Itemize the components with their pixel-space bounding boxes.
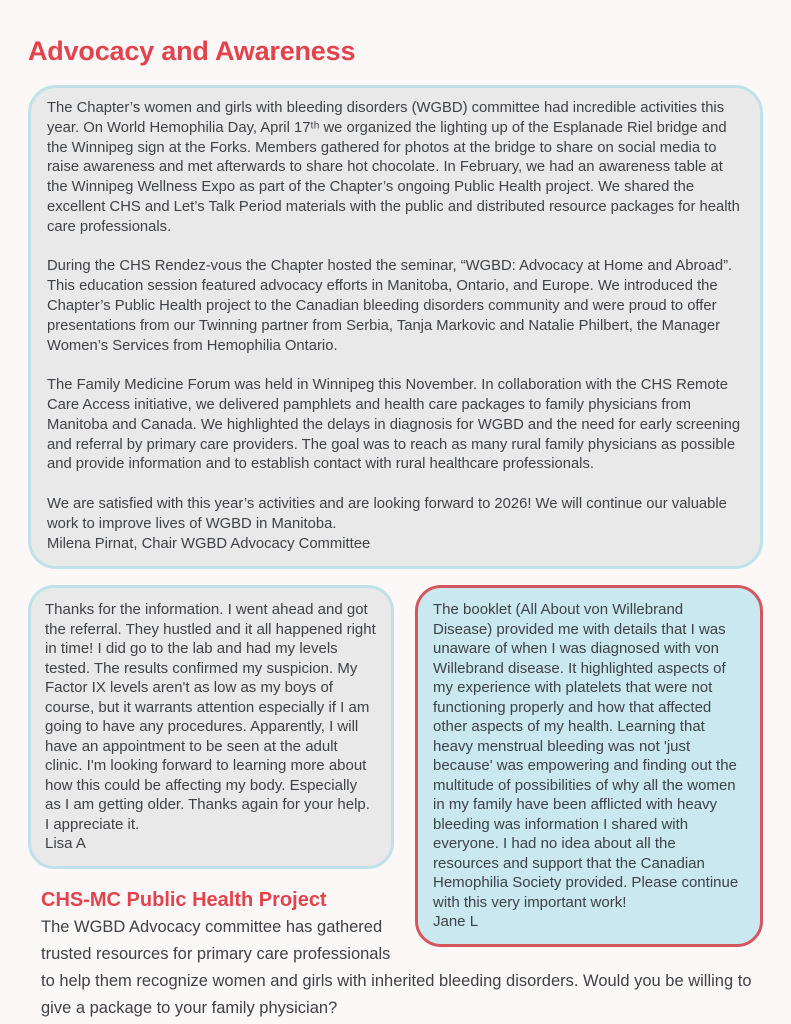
public-health-text: The WGBD Advocacy committee has gathered trusted resources for primary care professionals to help them recognize women and girls with inherited bleeding disorders. Would you be willing to give a package to your family physician? xyxy=(41,917,752,1017)
testimonial-box-jane xyxy=(415,585,763,947)
page-title: Advocacy and Awareness xyxy=(28,36,356,66)
committee-report-box xyxy=(28,85,763,569)
testimonial-text: The booklet (All About von Willebrand Disease) provided me with details that I was unaware of when I was diagnosed with von Willebrand disease. It highlighted aspects of my experience with platelets that were not functioning properly and how that affected other aspects of my health. Learning that heavy menstrual bleeding was not 'just because' was empowering and finding out the multitude of possibilities of why all the women in my family have been afflicted with heavy bleeding was information I shared with everyone. I had no idea about all the resources and support that the Canadian Hemophilia Society provided. Please continue with this very important work! xyxy=(433,601,739,911)
report-paragraph-1: The Chapter’s women and girls with bleeding disorders (WGBD) committee had incredible activities this year. On World Hemophilia Day, April 17ᵗʰ we organized the lighting up of the Esplanade Riel bridge and the Winnipeg sign at the Forks. Members gathered for photos at the bridge to share on social media to raise awareness and met afterwards to share hot chocolate. In February, we had an awareness table at the Winnipeg Wellness Expo as part of the Chapter’s ongoing Public Health project. We shared the excellent CHS and Let’s Talk Period materials with the public and distributed resource packages for health care professionals. xyxy=(47,100,740,235)
testimonial-text: Thanks for the information. I went ahead and got the referral. They hustled and it all happened right in time! I did go to the lab and had my levels tested. The results confirmed my suspicion. My Factor IX levels aren't as low as my boys of course, but it warrants attention especially if I am going to have any procedures. Apparently, I will have an appointment to be seen at the adult clinic. I'm looking forward to learning more about how this could be affecting my body. Especially as I am getting older. Thanks again for your help. I appreciate it. xyxy=(45,601,376,833)
testimonial-signature: Lisa A xyxy=(45,835,86,853)
report-paragraph-2: During the CHS Rendez-vous the Chapter hosted the seminar, “WGBD: Advocacy at Home and Abroad”. This education session featured advocacy efforts in Manitoba, Ontario, and Europe. We introduced the Chapter’s Public Health project to the Canadian bleeding disorders community and were proud to offer presentations from our Twinning partner from Serbia, Tanja Markovic and Natalie Philbert, the Manager Women’s Services from Hemophilia Ontario. xyxy=(47,258,733,354)
public-health-heading: CHS-MC Public Health Project xyxy=(41,888,327,911)
report-signature: Milena Pirnat, Chair WGBD Advocacy Committee xyxy=(47,535,371,552)
testimonial-box-lisa xyxy=(28,585,394,869)
report-paragraph-3: The Family Medicine Forum was held in Winnipeg this November. In collaboration with the CHS Remote Care Access initiative, we delivered pamphlets and health care packages to family physicians from Manitoba and Canada. We highlighted the delays in diagnosis for WGBD and the need for early screening and referral by primary care providers. The goal was to reach as many rural family physicians as possible and provide information and to establish contact with rural healthcare professionals. xyxy=(47,377,741,473)
report-paragraph-4: We are satisfied with this year’s activities and are looking forward to 2026! We will continue our valuable work to improve lives of WGBD in Manitoba. xyxy=(47,495,727,532)
bottom-section xyxy=(28,585,763,1022)
testimonial-signature: Jane L xyxy=(433,913,479,931)
